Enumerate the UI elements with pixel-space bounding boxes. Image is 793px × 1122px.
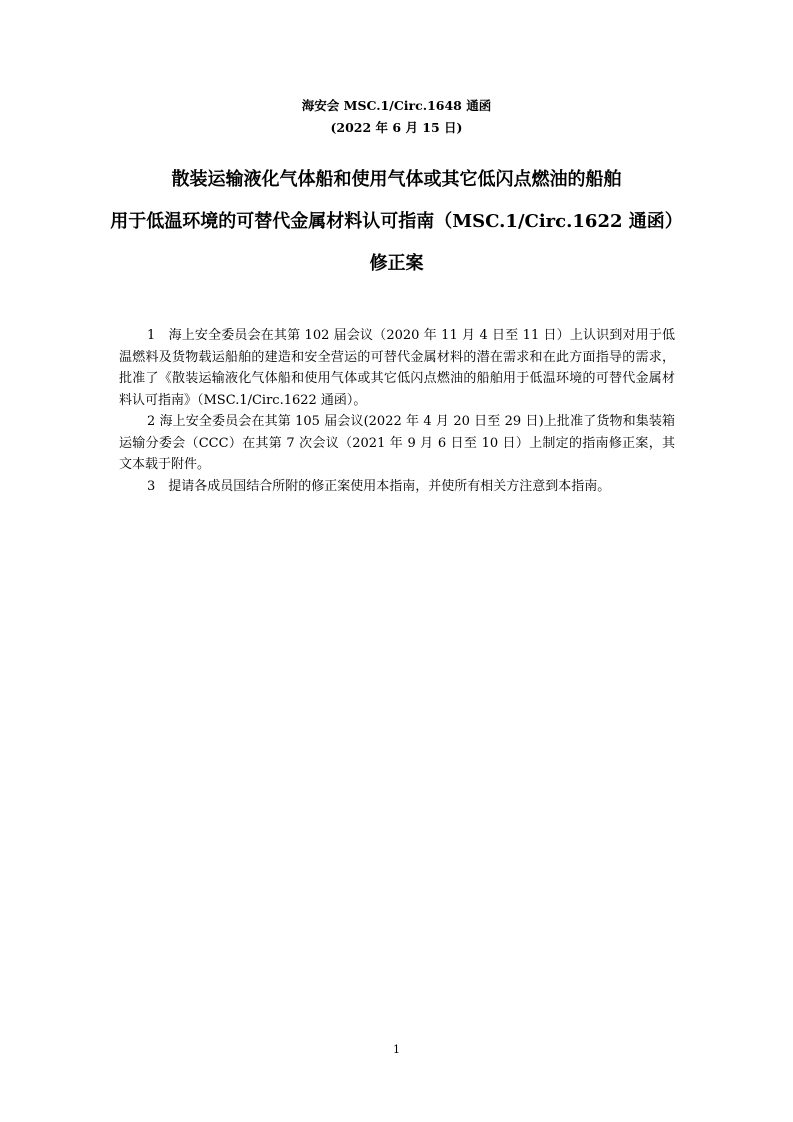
circular-reference: 海安会 MSC.1/Circ.1648 通函 (301, 98, 492, 113)
circular-date: (2022 年 6 月 15 日) (330, 120, 463, 135)
document-title-line-1: 散装运输液化气体船和使用气体或其它低闪点燃油的船舶 (171, 169, 622, 190)
paragraph-3: 3 提请各成员国结合所附的修正案使用本指南，并使所有相关方注意到本指南。 (147, 478, 611, 494)
page-number: 1 (393, 1043, 400, 1056)
paragraph-1: 1 海上安全委员会在其第 102 届会议（2020 年 11 月 4 日至 11 日）上认识到对用于低温燃料及货物载运船舶的建造和安全营运的可替代金属材料的潜在需求和在此方面指导的需求，批准了《散装运输液化气体船和使用气体或其它低闪点燃油的船舶用于低温环境的可替代金属材料认可指南》（MSC.1/Circ.1622 通函）。 (119, 328, 675, 408)
document-title-line-2: 用于低温环境的可替代金属材料认可指南（MSC.1/Circ.1622 通函） (110, 211, 683, 232)
document-body (119, 325, 675, 497)
document-title-line-3: 修正案 (369, 253, 424, 274)
paragraph-2: 2 海上安全委员会在其第 105 届会议(2022 年 4 月 20 日至 29 日)上批准了货物和集装箱运输分委会（CCC）在其第 7 次会议（2021 年 9 月 6 日至 10 日）上制定的指南修正案，其文本载于附件。 (119, 414, 675, 472)
